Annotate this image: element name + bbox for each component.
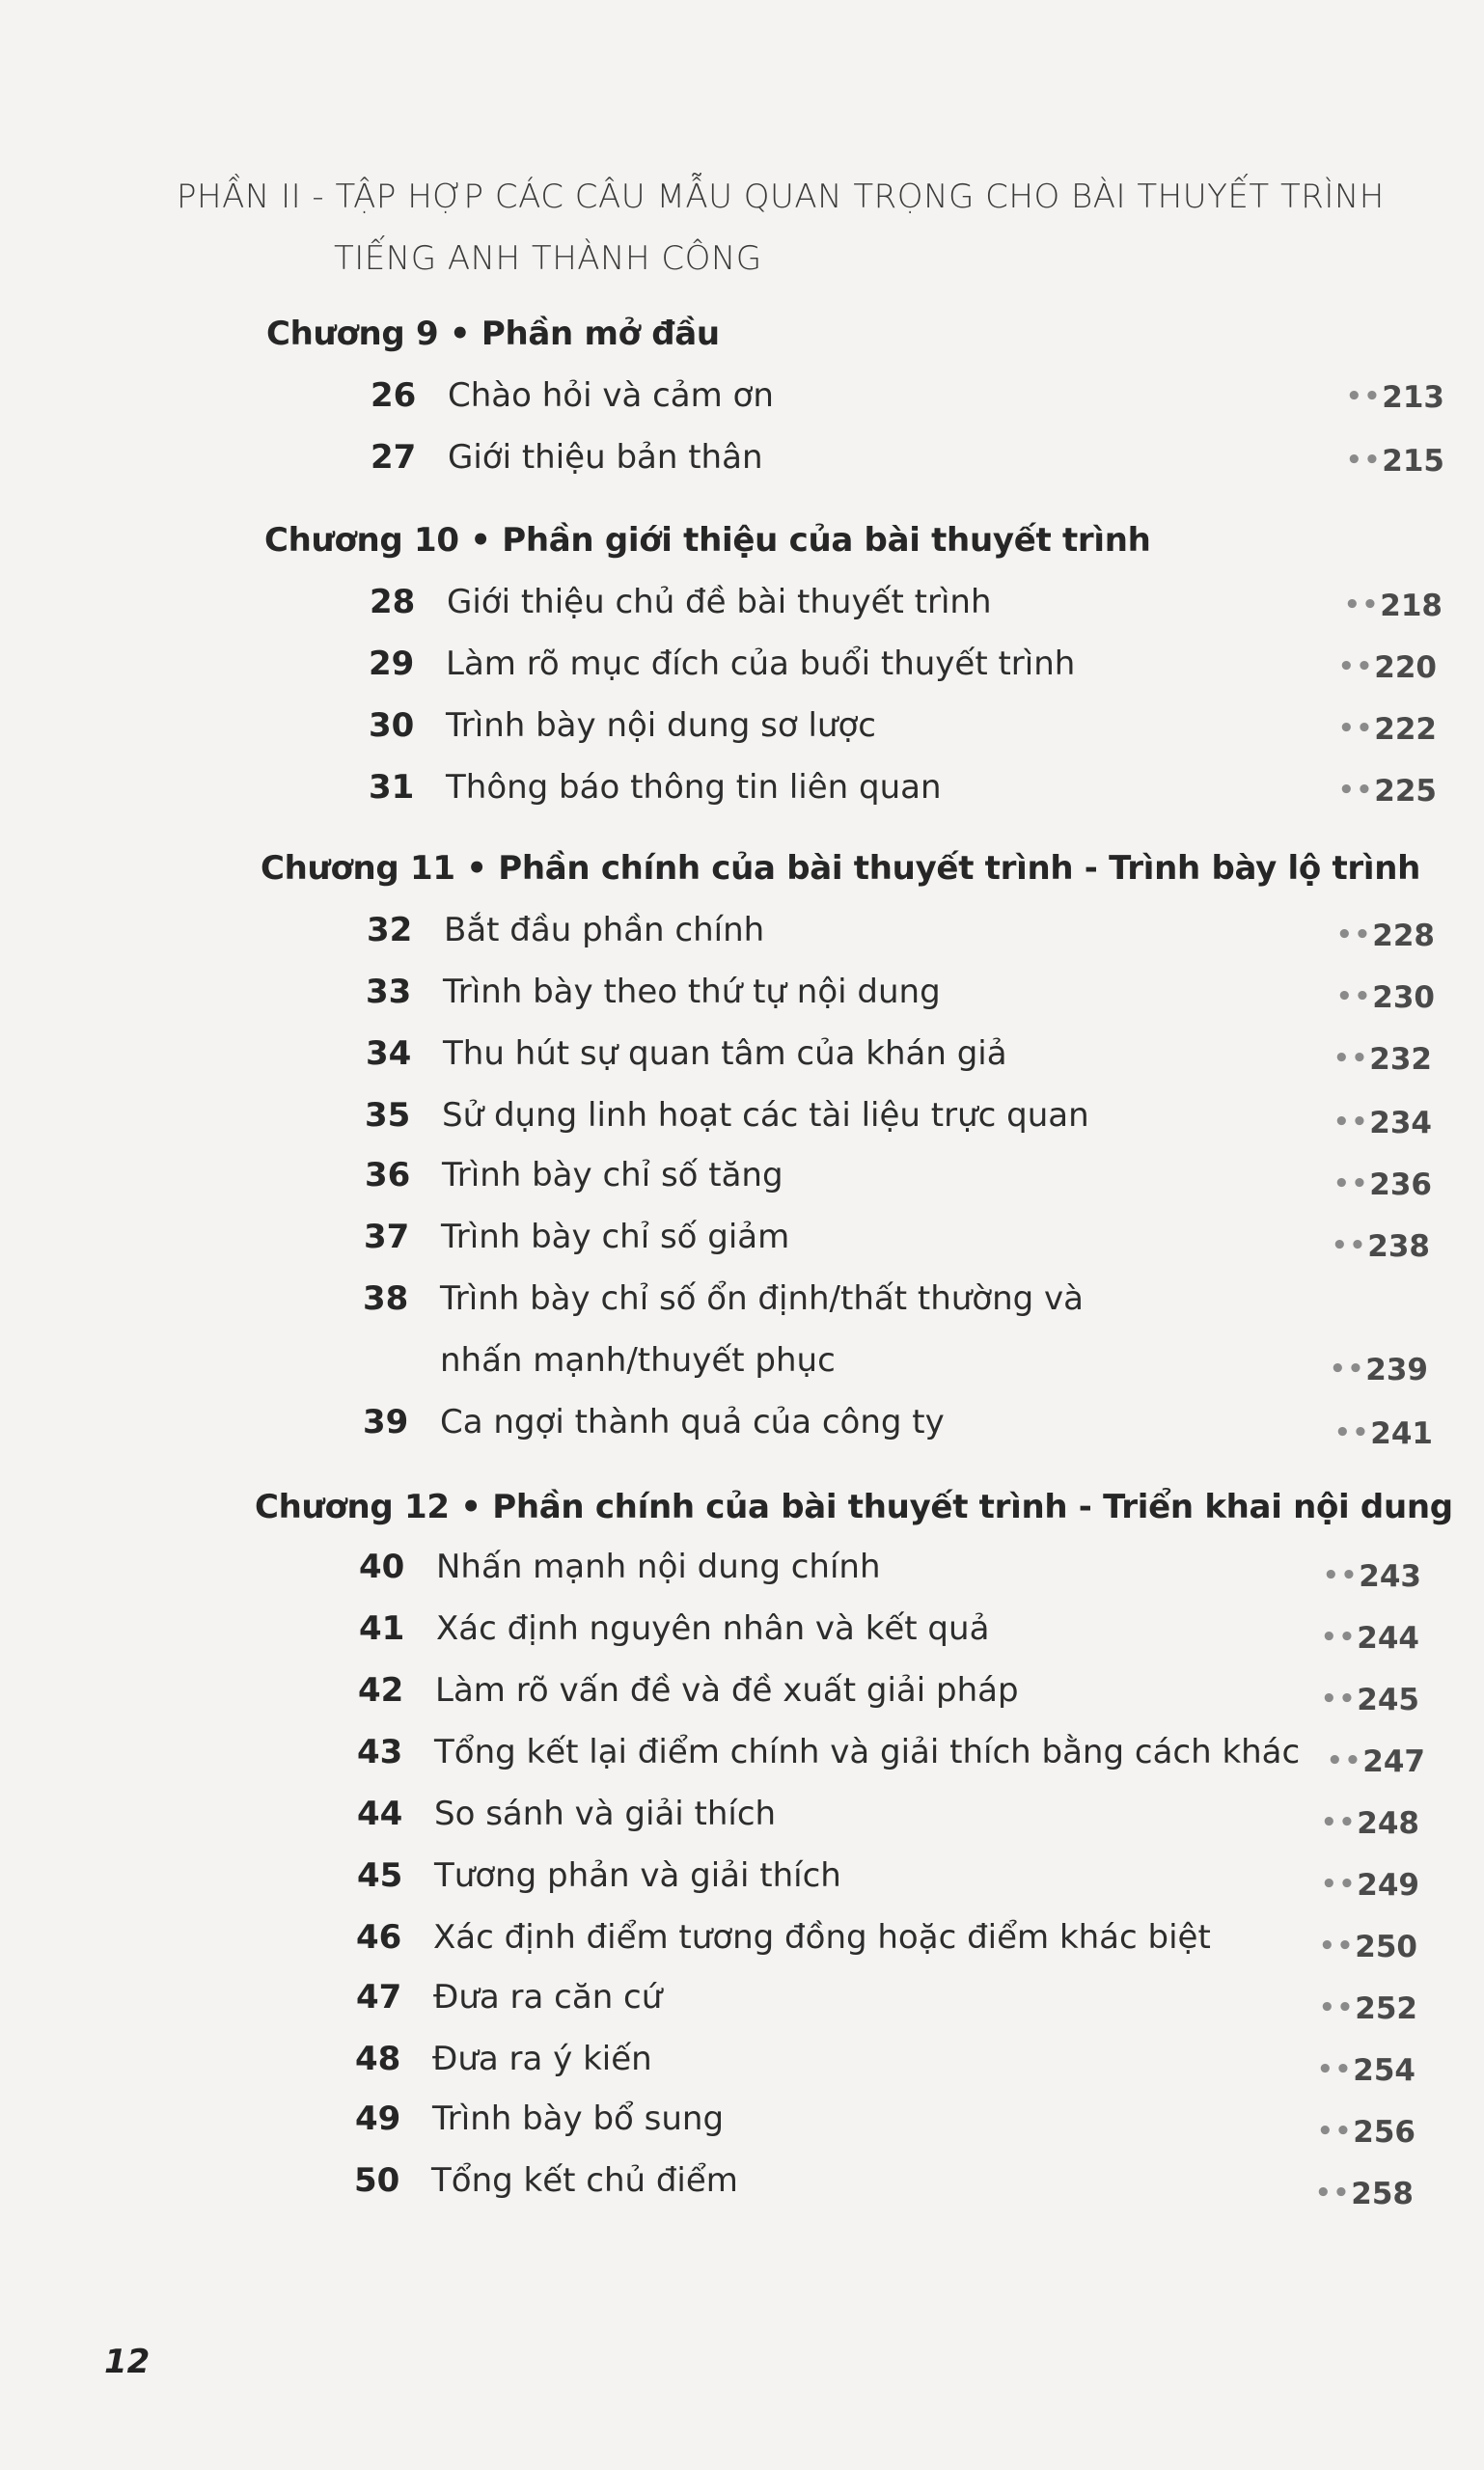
entry-page: 244: [1357, 1621, 1419, 1656]
entry-title: Nhấn mạnh nội dung chính: [436, 1548, 881, 1586]
entry-title: Trình bày chỉ số giảm: [441, 1218, 790, 1256]
leader-dots: ••: [1336, 920, 1373, 949]
entry-title: Ca ngợi thành quả của công ty: [440, 1403, 945, 1441]
leader-dots: ••: [1332, 1231, 1368, 1260]
entry-title: Tổng kết lại điểm chính và giải thích bằng cách khác: [434, 1733, 1301, 1771]
entry-page: 256: [1353, 2115, 1415, 2150]
entry-number: 32: [367, 911, 413, 949]
leader-dots: ••: [1346, 382, 1383, 411]
entry-page: 220: [1374, 650, 1437, 685]
entry-page: 254: [1353, 2053, 1415, 2088]
entry-number: 47: [356, 1978, 402, 2017]
leader-dots: ••: [1317, 2055, 1354, 2084]
entry-title: Xác định nguyên nhân và kết quả: [436, 1609, 990, 1648]
entry-page: 249: [1357, 1868, 1419, 1903]
entry-page: 228: [1372, 919, 1435, 953]
leader-dots: ••: [1321, 1870, 1358, 1899]
leader-dots: ••: [1330, 1355, 1366, 1384]
leader-dots: ••: [1333, 1108, 1370, 1137]
leader-dots: ••: [1323, 1561, 1360, 1590]
leader-dots: ••: [1319, 1993, 1356, 2022]
entry-number: 38: [363, 1279, 409, 1318]
entry-page: 232: [1369, 1042, 1432, 1077]
entry-number: 48: [355, 2040, 401, 2078]
entry-title: Làm rõ vấn đề và đề xuất giải pháp: [435, 1671, 1019, 1710]
entry-number: 27: [371, 438, 417, 477]
chapter-heading: Chương 11 • Phần chính của bài thuyết trình - Trình bày lộ trình: [261, 849, 1421, 888]
entry-number: 43: [357, 1733, 403, 1771]
entry-title: Giới thiệu chủ đề bài thuyết trình: [447, 583, 992, 621]
page-number: 12: [104, 2343, 151, 2381]
entry-number: 46: [356, 1918, 402, 1957]
entry-number: 37: [364, 1218, 410, 1256]
entry-number: 34: [366, 1034, 412, 1073]
leader-dots: ••: [1336, 982, 1373, 1011]
leader-dots: ••: [1334, 1418, 1371, 1447]
entry-number: 31: [369, 768, 415, 807]
entry-number: 45: [357, 1856, 403, 1895]
leader-dots: ••: [1344, 590, 1381, 619]
entry-page: 239: [1365, 1353, 1428, 1387]
leader-dots: ••: [1317, 2117, 1354, 2146]
entry-page: 250: [1355, 1930, 1417, 1964]
entry-page: 236: [1369, 1167, 1432, 1202]
entry-number: 29: [369, 645, 415, 683]
entry-number: 36: [365, 1156, 411, 1194]
leader-dots: ••: [1338, 652, 1375, 681]
leader-dots: ••: [1319, 1932, 1356, 1961]
entry-title: Thông báo thông tin liên quan: [446, 768, 942, 807]
entry-page: 230: [1372, 980, 1435, 1015]
entry-number: 28: [370, 583, 416, 621]
entry-title: Đưa ra ý kiến: [432, 2040, 652, 2078]
entry-title: Bắt đầu phần chính: [444, 911, 765, 949]
entry-title: Trình bày chỉ số ổn định/thất thường và: [440, 1279, 1084, 1318]
chapter-heading: Chương 9 • Phần mở đầu: [266, 315, 720, 353]
entry-number: 39: [363, 1403, 409, 1441]
entry-page: 222: [1374, 712, 1437, 747]
entry-title: Trình bày chỉ số tăng: [442, 1156, 783, 1194]
entry-number: 42: [358, 1671, 404, 1710]
part-title-line2: TIẾNG ANH THÀNH CÔNG: [334, 239, 762, 278]
entry-number: 44: [357, 1795, 403, 1833]
entry-title: Đưa ra căn cứ: [433, 1978, 663, 2017]
entry-page: 241: [1370, 1416, 1433, 1451]
entry-number: 50: [354, 2161, 400, 2200]
entry-page: 245: [1357, 1683, 1419, 1717]
entry-title-continued: nhấn mạnh/thuyết phục: [440, 1341, 836, 1380]
leader-dots: ••: [1321, 1685, 1358, 1714]
entry-number: 33: [366, 973, 412, 1011]
entry-page: 225: [1374, 774, 1437, 809]
chapter-heading: Chương 10 • Phần giới thiệu của bài thuyết trình: [264, 521, 1151, 560]
entry-title: Giới thiệu bản thân: [448, 438, 763, 477]
leader-dots: ••: [1321, 1623, 1358, 1652]
entry-number: 41: [359, 1609, 405, 1648]
entry-title: Tổng kết chủ điểm: [431, 2161, 738, 2200]
entry-page: 243: [1359, 1559, 1421, 1594]
entry-number: 40: [359, 1548, 405, 1586]
entry-title: Xác định điểm tương đồng hoặc điểm khác biệt: [433, 1918, 1211, 1957]
entry-title: Làm rõ mục đích của buổi thuyết trình: [446, 645, 1076, 683]
entry-title: Chào hỏi và cảm ơn: [448, 376, 774, 415]
entry-page: 238: [1367, 1229, 1430, 1264]
leader-dots: ••: [1333, 1169, 1370, 1198]
entry-page: 215: [1382, 444, 1444, 479]
entry-title: Tương phản và giải thích: [434, 1856, 841, 1895]
leader-dots: ••: [1346, 446, 1383, 475]
leader-dots: ••: [1327, 1746, 1363, 1775]
part-title-line1: PHẦN II - TẬP HỢP CÁC CÂU MẪU QUAN TRỌNG CHO BÀI THUYẾT TRÌNH: [177, 178, 1385, 216]
leader-dots: ••: [1333, 1044, 1370, 1073]
entry-number: 26: [371, 376, 417, 415]
entry-page: 252: [1355, 1991, 1417, 2026]
chapter-heading: Chương 12 • Phần chính của bài thuyết trình - Triển khai nội dung: [255, 1488, 1453, 1526]
leader-dots: ••: [1315, 2179, 1352, 2208]
entry-page: 247: [1362, 1744, 1425, 1779]
leader-dots: ••: [1338, 776, 1375, 805]
entry-number: 35: [365, 1096, 411, 1135]
leader-dots: ••: [1338, 714, 1375, 743]
entry-title: Sử dụng linh hoạt các tài liệu trực quan: [442, 1096, 1089, 1135]
entry-title: So sánh và giải thích: [434, 1795, 777, 1833]
entry-page: 218: [1380, 589, 1443, 623]
part-title: [177, 166, 1385, 289]
entry-title: Thu hút sự quan tâm của khán giả: [443, 1034, 1007, 1073]
entry-page: 258: [1351, 2177, 1414, 2211]
entry-title: Trình bày nội dung sơ lược: [446, 706, 876, 745]
entry-page: 234: [1369, 1106, 1432, 1140]
entry-number: 30: [369, 706, 415, 745]
leader-dots: ••: [1321, 1808, 1358, 1837]
entry-title: Trình bày theo thứ tự nội dung: [443, 973, 941, 1011]
entry-number: 49: [355, 2100, 401, 2138]
entry-title: Trình bày bổ sung: [432, 2100, 725, 2138]
entry-page: 213: [1382, 380, 1444, 415]
entry-page: 248: [1357, 1806, 1419, 1841]
